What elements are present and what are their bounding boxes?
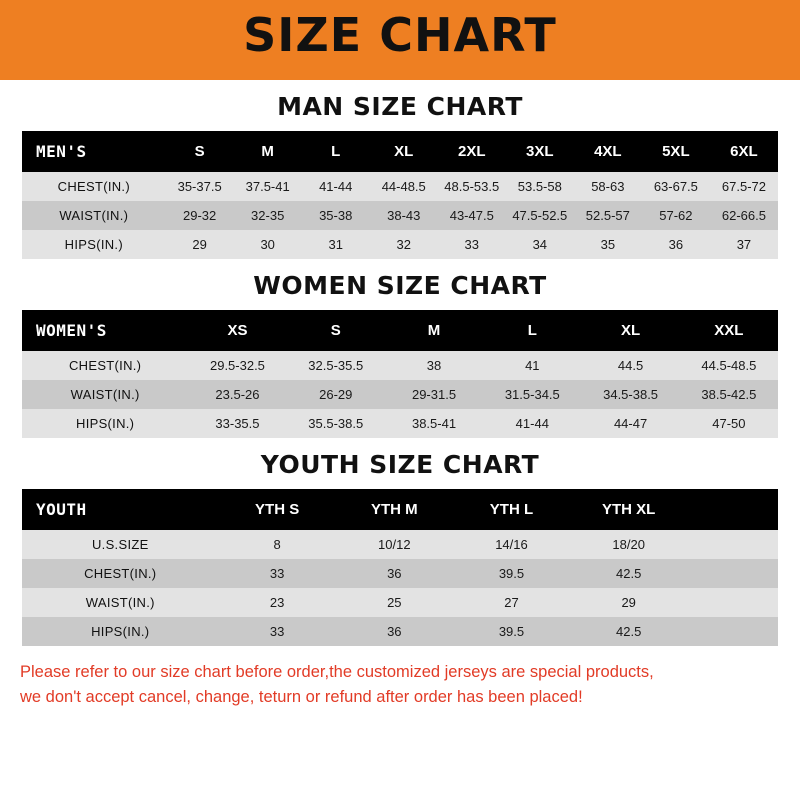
table-row (22, 617, 778, 646)
women-cell-1-5: 38.5-42.5 (701, 387, 757, 402)
women-col-4: XL (581, 310, 679, 351)
man-size-table (22, 131, 778, 259)
youth-row-label-3: HIPS(IN.) (91, 624, 150, 639)
youth-cell-3-0: 33 (269, 624, 285, 639)
table-row (22, 588, 778, 617)
table-row (22, 380, 778, 409)
man-cell-1-2: 35-38 (319, 208, 353, 223)
man-col-0: S (166, 131, 234, 172)
women-cell-0-2: 38 (426, 358, 442, 373)
man-cell-2-1: 30 (260, 237, 275, 252)
section-title-youth: YOUTH SIZE CHART (260, 450, 540, 479)
women-cell-1-2: 29-31.5 (411, 387, 457, 402)
man-cell-2-2: 31 (328, 237, 343, 252)
women-col-2: M (385, 310, 483, 351)
man-cell-0-7: 63-67.5 (653, 179, 698, 194)
man-table-head (22, 131, 778, 172)
man-table-body (22, 172, 778, 259)
man-cell-0-2: 41-44 (319, 179, 353, 194)
youth-row-label-0: U.S.SIZE (91, 537, 149, 552)
disclaimer-line-1: Please refer to our size chart before order,the customized jerseys are special products, (20, 663, 654, 681)
women-col-3: L (483, 310, 581, 351)
youth-table-head (22, 489, 778, 530)
youth-row-head: YOUTH (22, 489, 219, 530)
women-cell-0-5: 44.5-48.5 (701, 358, 757, 373)
youth-cell-2-1: 25 (387, 595, 402, 610)
youth-cell-2-0: 23 (269, 595, 285, 610)
youth-cell-3-3: 42.5 (616, 624, 642, 639)
women-col-0: XS (188, 310, 286, 351)
disclaimer-line-2: we don't accept cancel, change, teturn or refund after order has been placed! (20, 687, 583, 706)
section-title-women: WOMEN SIZE CHART (253, 271, 547, 300)
table-row (22, 351, 778, 380)
youth-cell-1-1: 36 (387, 566, 402, 581)
section-title-man: MAN SIZE CHART (277, 92, 523, 121)
women-col-1: S (287, 310, 385, 351)
youth-cell-1-0: 33 (269, 566, 285, 581)
man-cell-1-4: 43-47.5 (449, 208, 494, 223)
man-col-5: 3XL (506, 131, 574, 172)
women-table-body (22, 351, 778, 438)
table-row (22, 201, 778, 230)
header-banner (0, 0, 800, 74)
women-cell-2-1: 35.5-38.5 (308, 416, 364, 431)
youth-table-body (22, 530, 778, 646)
man-cell-0-0: 35-37.5 (177, 179, 222, 194)
man-cell-1-5: 47.5-52.5 (512, 208, 568, 223)
man-row-head: MEN'S (22, 131, 166, 172)
man-cell-0-6: 58-63 (591, 179, 625, 194)
man-cell-1-0: 29-32 (183, 208, 217, 223)
man-cell-1-1: 32-35 (251, 208, 285, 223)
women-cell-2-5: 47-50 (712, 416, 746, 431)
women-col-5: XXL (680, 310, 778, 351)
banner-left-block (0, 0, 44, 74)
man-col-1: M (234, 131, 302, 172)
man-cell-2-6: 35 (600, 237, 616, 252)
women-cell-0-1: 32.5-35.5 (308, 358, 364, 373)
youth-cell-2-2: 27 (504, 595, 519, 610)
women-cell-1-1: 26-29 (319, 387, 353, 402)
page-title: SIZE CHART (243, 8, 557, 62)
man-cell-1-3: 38-43 (387, 208, 421, 223)
youth-row-label-1: CHEST(IN.) (84, 566, 157, 581)
man-row-label-2: HIPS(IN.) (64, 237, 123, 252)
youth-cell-0-3: 18/20 (612, 537, 645, 552)
man-cell-1-8: 62-66.5 (721, 208, 766, 223)
women-row-head: WOMEN'S (22, 310, 188, 351)
women-cell-1-0: 23.5-26 (215, 387, 260, 402)
women-cell-1-4: 34.5-38.5 (603, 387, 659, 402)
man-cell-2-4: 33 (464, 237, 479, 252)
man-cell-1-7: 57-62 (659, 208, 693, 223)
youth-header-row (22, 489, 778, 530)
section-youth (0, 450, 800, 646)
youth-cell-2-3: 29 (621, 595, 636, 610)
women-cell-2-4: 44-47 (613, 416, 648, 431)
youth-cell-0-1: 10/12 (378, 537, 411, 552)
section-man (0, 92, 800, 259)
youth-col-3: YTH XL (570, 489, 687, 530)
table-row (22, 409, 778, 438)
man-cell-2-5: 34 (532, 237, 548, 252)
table-row (22, 172, 778, 201)
youth-col-2: YTH L (453, 489, 570, 530)
women-header-row (22, 310, 778, 351)
man-col-4: 2XL (438, 131, 506, 172)
banner-center (44, 0, 756, 74)
man-cell-2-8: 37 (736, 237, 752, 252)
man-col-2: L (302, 131, 370, 172)
man-cell-2-0: 29 (192, 237, 207, 252)
man-cell-2-3: 32 (396, 237, 411, 252)
section-women (0, 271, 800, 438)
women-row-label-2: HIPS(IN.) (76, 416, 135, 431)
women-row-label-1: WAIST(IN.) (70, 387, 140, 402)
youth-col-0: YTH S (219, 489, 336, 530)
man-col-7: 5XL (642, 131, 710, 172)
youth-size-table (22, 489, 778, 646)
youth-cell-3-1: 36 (387, 624, 402, 639)
man-row-label-1: WAIST(IN.) (59, 208, 129, 223)
youth-row-label-2: WAIST(IN.) (85, 595, 155, 610)
man-cell-0-1: 37.5-41 (245, 179, 290, 194)
man-cell-0-8: 67.5-72 (721, 179, 766, 194)
youth-col-spacer (687, 489, 778, 530)
banner-underline (0, 74, 800, 80)
youth-cell-1-2: 39.5 (498, 566, 525, 581)
youth-cell-1-spacer (687, 559, 778, 588)
man-cell-0-5: 53.5-58 (517, 179, 562, 194)
women-cell-2-0: 33-35.5 (215, 416, 260, 431)
youth-cell-3-2: 39.5 (498, 624, 525, 639)
youth-cell-0-2: 14/16 (495, 537, 528, 552)
man-header-row (22, 131, 778, 172)
man-cell-2-7: 36 (668, 237, 684, 252)
man-row-label-0: CHEST(IN.) (57, 179, 130, 194)
table-row (22, 559, 778, 588)
women-size-table (22, 310, 778, 438)
banner-right-block (756, 0, 800, 74)
man-cell-0-3: 44-48.5 (381, 179, 426, 194)
man-cell-0-4: 48.5-53.5 (444, 179, 500, 194)
man-col-3: XL (370, 131, 438, 172)
youth-cell-3-spacer (687, 617, 778, 646)
youth-cell-0-spacer (687, 530, 778, 559)
women-cell-1-3: 31.5-34.5 (504, 387, 560, 402)
table-row (22, 230, 778, 259)
youth-cell-0-0: 8 (273, 537, 281, 552)
youth-col-1: YTH M (336, 489, 453, 530)
man-cell-1-6: 52.5-57 (585, 208, 630, 223)
women-cell-0-0: 29.5-32.5 (209, 358, 265, 373)
man-col-6: 4XL (574, 131, 642, 172)
youth-cell-1-3: 42.5 (616, 566, 642, 581)
women-cell-2-2: 38.5-41 (411, 416, 457, 431)
man-col-8: 6XL (710, 131, 778, 172)
women-table-head (22, 310, 778, 351)
disclaimer-note (20, 660, 780, 710)
women-cell-2-3: 41-44 (515, 416, 549, 431)
women-cell-0-4: 44.5 (617, 358, 644, 373)
women-cell-0-3: 41 (525, 358, 540, 373)
youth-cell-2-spacer (687, 588, 778, 617)
women-row-label-0: CHEST(IN.) (68, 358, 142, 373)
table-row (22, 530, 778, 559)
